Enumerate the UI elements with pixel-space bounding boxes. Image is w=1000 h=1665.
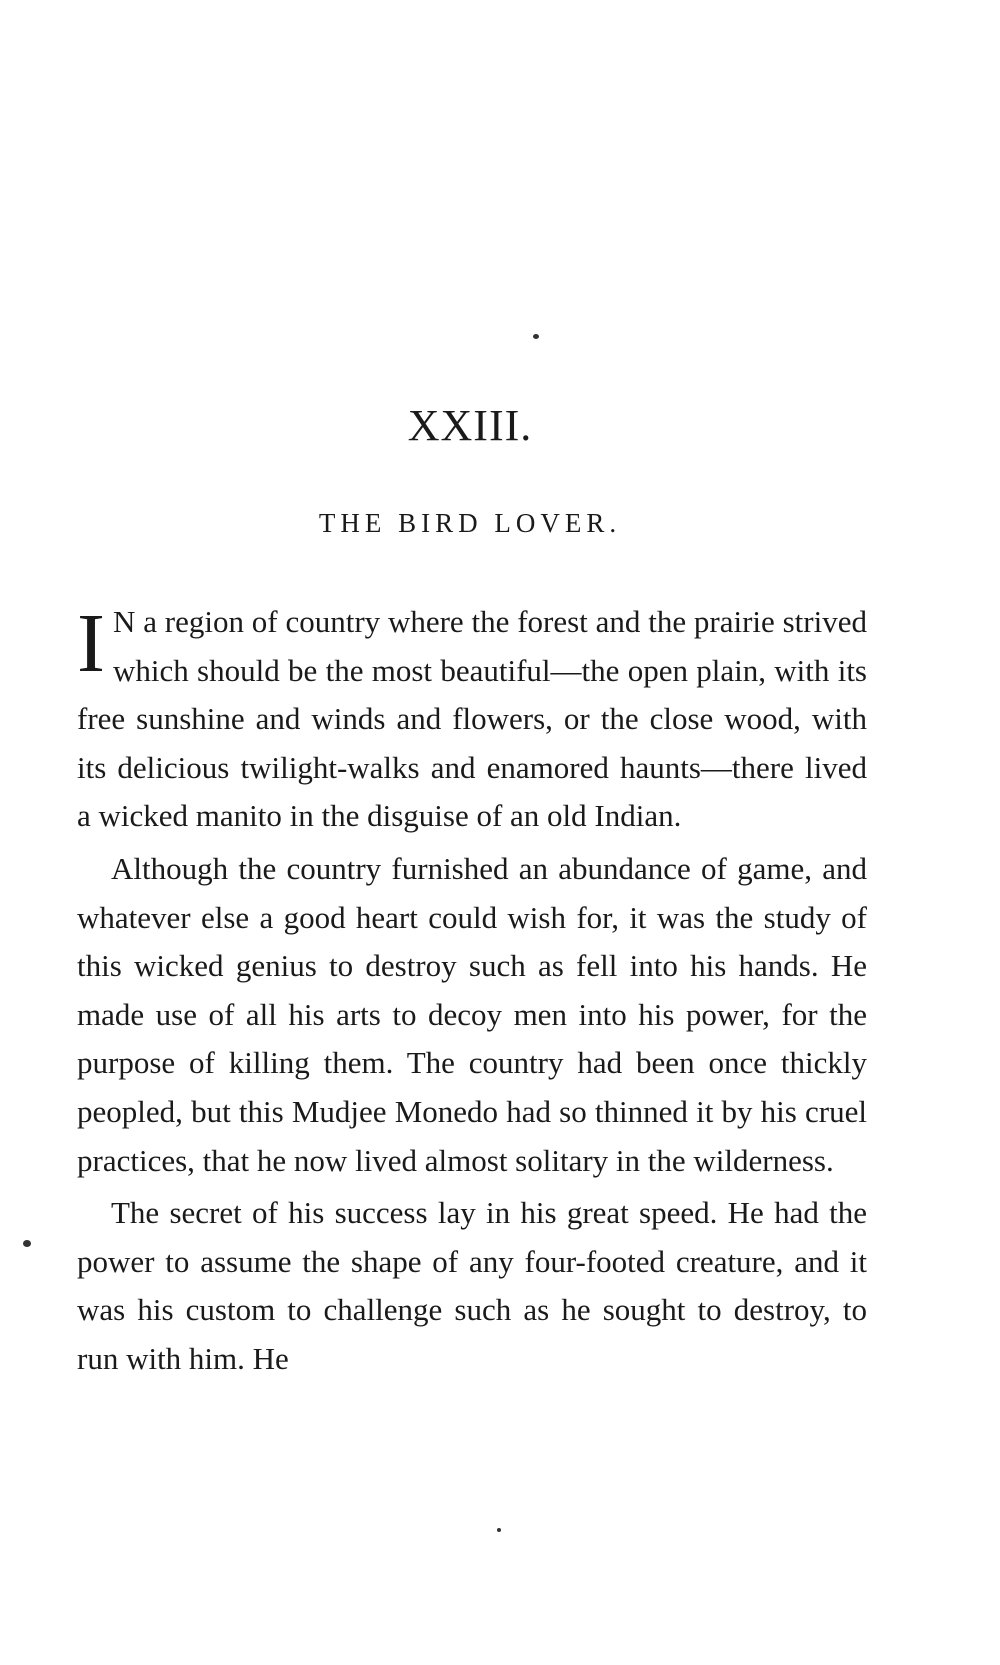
ink-speck <box>497 1528 501 1532</box>
drop-cap: I <box>77 597 105 690</box>
paragraph-1-text: N a region of country where the forest and the prairie strived which should be the most beautiful—the open plain, with its free sunshine and winds and flowers, or the close wood, with its delicious twilight-walks and enamored haunts—there lived a wicked manito in the disguise of an old Indian. <box>77 604 867 834</box>
ink-speck <box>533 334 539 339</box>
chapter-number: XXIII. <box>407 401 533 450</box>
chapter-title: THE BIRD LOVER. <box>318 508 622 538</box>
paragraph-2: Although the country furnished an abundance of game, and whatever else a good heart could wish for, it was the study of this wicked genius to destroy such as fell into his hands. He made use of all his arts to decoy men into his power, for the purpose of killing them. The country had been once thickly peopled, but this Mudjee Monedo had so thinned it by his cruel practices, that he now lived almost solitary in the wilderness. <box>77 850 867 1178</box>
paragraph-1 <box>77 598 867 841</box>
chapter-body <box>77 598 867 1384</box>
ink-speck <box>23 1240 31 1247</box>
paragraph-3: The secret of his success lay in his great speed. He had the power to assume the shape of any four-footed creature, and it was his custom to challenge such as he sought to destroy, to run with him. He <box>77 1195 867 1376</box>
